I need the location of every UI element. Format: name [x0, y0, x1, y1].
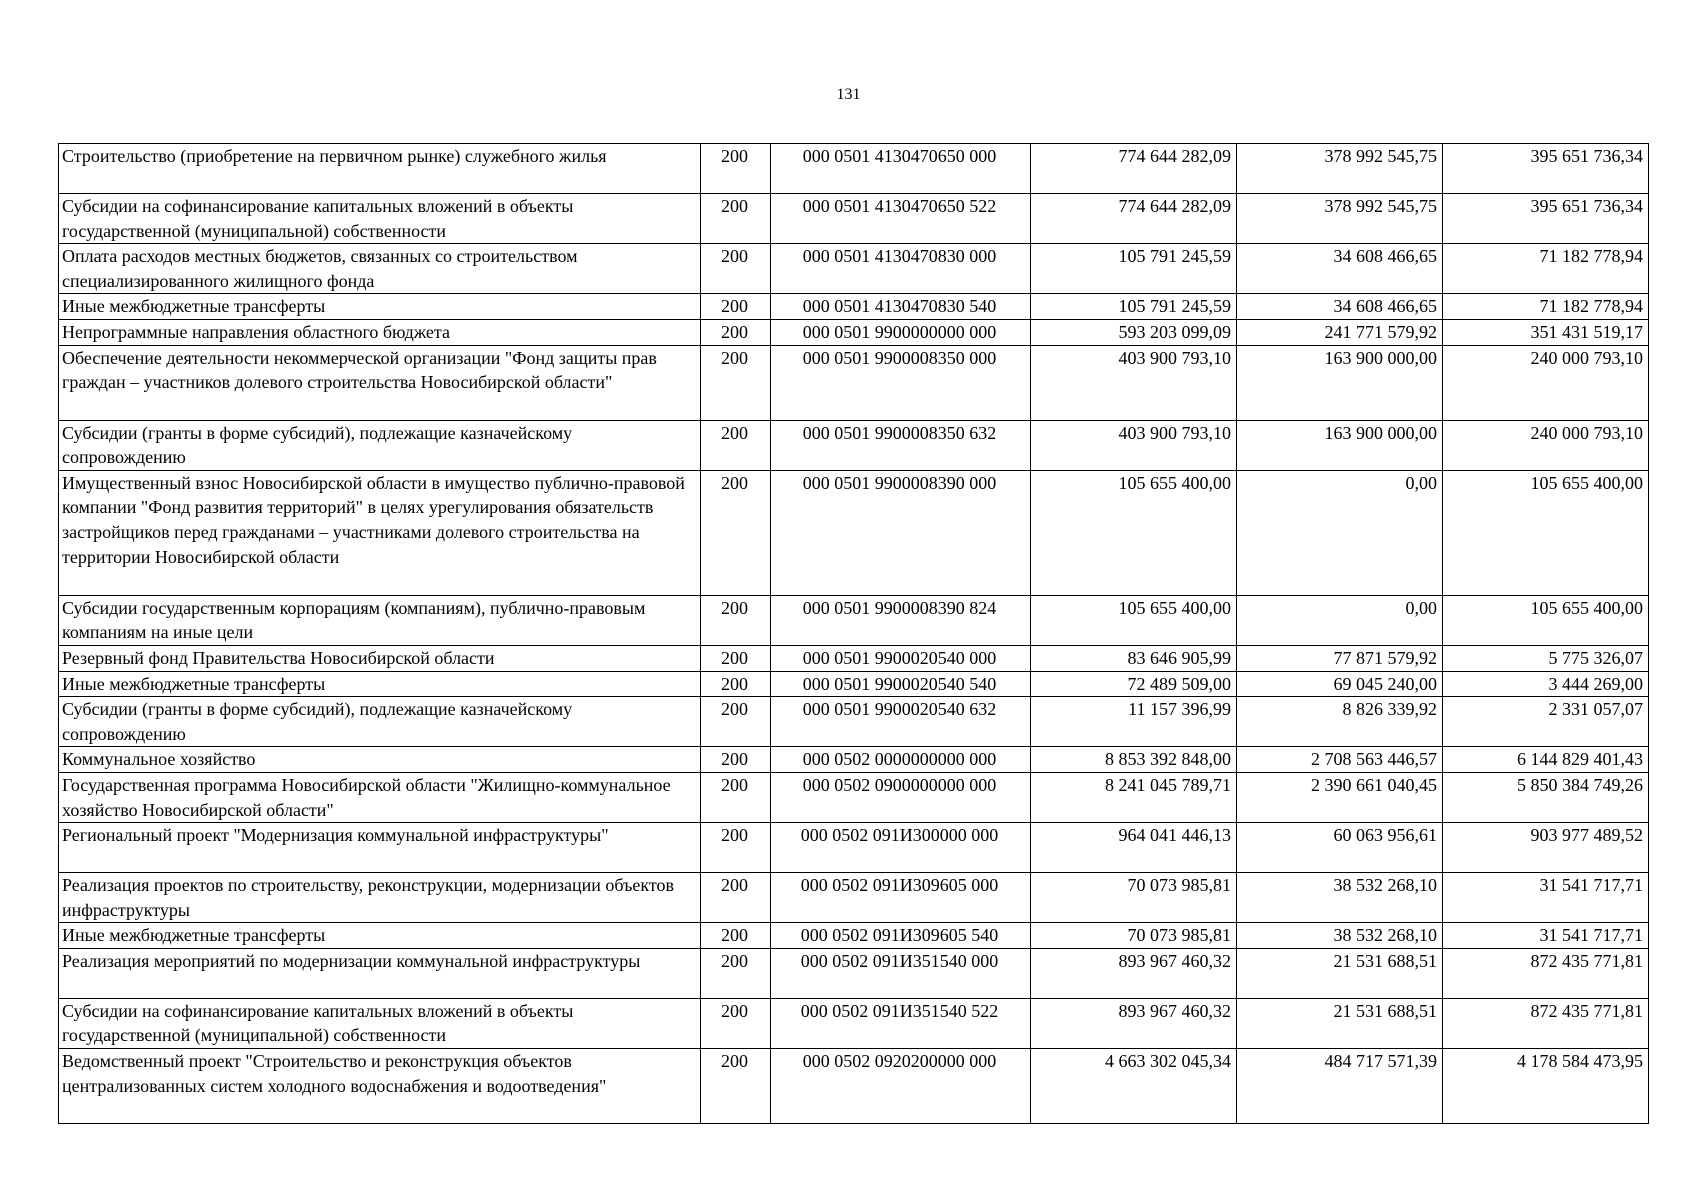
admin-code-cell: 200: [701, 747, 771, 773]
executed-amount-cell: 2 390 661 040,45: [1237, 772, 1443, 822]
remaining-amount-cell: 395 651 736,34: [1443, 144, 1649, 194]
budget-classification-code-cell: 000 0501 9900020540 540: [771, 671, 1031, 697]
expense-name-cell: Субсидии (гранты в форме субсидий), подлежащие казначейскому сопровождению: [59, 697, 701, 747]
table-row: [59, 244, 1649, 294]
remaining-amount-cell: 240 000 793,10: [1443, 420, 1649, 470]
planned-amount-cell: 83 646 905,99: [1031, 645, 1237, 671]
executed-amount-cell: 378 992 545,75: [1237, 194, 1443, 244]
admin-code-cell: 200: [701, 873, 771, 923]
expense-name-cell: Оплата расходов местных бюджетов, связанных со строительством специализированного жилищного фонда: [59, 244, 701, 294]
planned-amount-cell: 774 644 282,09: [1031, 144, 1237, 194]
remaining-amount-cell: 71 182 778,94: [1443, 244, 1649, 294]
remaining-amount-cell: 240 000 793,10: [1443, 345, 1649, 420]
budget-classification-code-cell: 000 0501 4130470650 522: [771, 194, 1031, 244]
budget-classification-code-cell: 000 0501 9900008350 632: [771, 420, 1031, 470]
budget-classification-code-cell: 000 0501 9900008390 000: [771, 470, 1031, 595]
budget-classification-code-cell: 000 0502 0920200000 000: [771, 1049, 1031, 1124]
table-row: [59, 697, 1649, 747]
planned-amount-cell: 4 663 302 045,34: [1031, 1049, 1237, 1124]
planned-amount-cell: 105 655 400,00: [1031, 595, 1237, 645]
executed-amount-cell: 34 608 466,65: [1237, 294, 1443, 320]
budget-classification-code-cell: 000 0501 4130470830 000: [771, 244, 1031, 294]
executed-amount-cell: 60 063 956,61: [1237, 823, 1443, 873]
admin-code-cell: 200: [701, 998, 771, 1048]
planned-amount-cell: 403 900 793,10: [1031, 420, 1237, 470]
admin-code-cell: 200: [701, 595, 771, 645]
executed-amount-cell: 163 900 000,00: [1237, 420, 1443, 470]
planned-amount-cell: 105 655 400,00: [1031, 470, 1237, 595]
executed-amount-cell: 2 708 563 446,57: [1237, 747, 1443, 773]
planned-amount-cell: 893 967 460,32: [1031, 948, 1237, 998]
admin-code-cell: 200: [701, 420, 771, 470]
planned-amount-cell: 72 489 509,00: [1031, 671, 1237, 697]
expense-name-cell: Субсидии государственным корпорациям (компаниям), публично-правовым компаниям на иные цели: [59, 595, 701, 645]
planned-amount-cell: 593 203 099,09: [1031, 319, 1237, 345]
remaining-amount-cell: 872 435 771,81: [1443, 948, 1649, 998]
table-row: [59, 1049, 1649, 1124]
remaining-amount-cell: 5 850 384 749,26: [1443, 772, 1649, 822]
budget-table: [58, 143, 1649, 1124]
table-row: [59, 595, 1649, 645]
table-row: [59, 645, 1649, 671]
expense-name-cell: Обеспечение деятельности некоммерческой организации "Фонд защиты прав граждан – участников долевого строительства Новосибирской области": [59, 345, 701, 420]
expense-name-cell: Реализация мероприятий по модернизации коммунальной инфраструктуры: [59, 948, 701, 998]
remaining-amount-cell: 105 655 400,00: [1443, 470, 1649, 595]
table-row: [59, 671, 1649, 697]
budget-classification-code-cell: 000 0502 091И351540 522: [771, 998, 1031, 1048]
executed-amount-cell: 38 532 268,10: [1237, 923, 1443, 949]
executed-amount-cell: 77 871 579,92: [1237, 645, 1443, 671]
admin-code-cell: 200: [701, 470, 771, 595]
budget-classification-code-cell: 000 0501 9900008350 000: [771, 345, 1031, 420]
expense-name-cell: Иные межбюджетные трансферты: [59, 671, 701, 697]
table-row: [59, 345, 1649, 420]
table-row: [59, 923, 1649, 949]
expense-name-cell: Иные межбюджетные трансферты: [59, 923, 701, 949]
remaining-amount-cell: 105 655 400,00: [1443, 595, 1649, 645]
remaining-amount-cell: 71 182 778,94: [1443, 294, 1649, 320]
table-row: [59, 948, 1649, 998]
expense-name-cell: Субсидии на софинансирование капитальных вложений в объекты государственной (муниципальной) собственности: [59, 194, 701, 244]
budget-classification-code-cell: 000 0502 091И351540 000: [771, 948, 1031, 998]
expense-name-cell: Непрограммные направления областного бюджета: [59, 319, 701, 345]
admin-code-cell: 200: [701, 319, 771, 345]
budget-classification-code-cell: 000 0501 9900020540 632: [771, 697, 1031, 747]
expense-name-cell: Иные межбюджетные трансферты: [59, 294, 701, 320]
admin-code-cell: 200: [701, 923, 771, 949]
page-number: 131: [836, 86, 861, 103]
expense-name-cell: Субсидии на софинансирование капитальных вложений в объекты государственной (муниципальной) собственности: [59, 998, 701, 1048]
remaining-amount-cell: 395 651 736,34: [1443, 194, 1649, 244]
planned-amount-cell: 964 041 446,13: [1031, 823, 1237, 873]
remaining-amount-cell: 31 541 717,71: [1443, 923, 1649, 949]
executed-amount-cell: 0,00: [1237, 470, 1443, 595]
planned-amount-cell: 8 853 392 848,00: [1031, 747, 1237, 773]
expense-name-cell: Имущественный взнос Новосибирской области в имущество публично-правовой компании "Фонд развития территорий" в целях урегулирования обязательств застройщиков перед гражданами – участниками долевого строительства на территории Новосибирской области: [59, 470, 701, 595]
executed-amount-cell: 38 532 268,10: [1237, 873, 1443, 923]
table-row: [59, 998, 1649, 1048]
budget-classification-code-cell: 000 0502 091И300000 000: [771, 823, 1031, 873]
planned-amount-cell: 774 644 282,09: [1031, 194, 1237, 244]
admin-code-cell: 200: [701, 244, 771, 294]
remaining-amount-cell: 31 541 717,71: [1443, 873, 1649, 923]
executed-amount-cell: 0,00: [1237, 595, 1443, 645]
budget-classification-code-cell: 000 0501 4130470650 000: [771, 144, 1031, 194]
admin-code-cell: 200: [701, 294, 771, 320]
admin-code-cell: 200: [701, 345, 771, 420]
planned-amount-cell: 403 900 793,10: [1031, 345, 1237, 420]
executed-amount-cell: 8 826 339,92: [1237, 697, 1443, 747]
executed-amount-cell: 34 608 466,65: [1237, 244, 1443, 294]
admin-code-cell: 200: [701, 1049, 771, 1124]
admin-code-cell: 200: [701, 772, 771, 822]
executed-amount-cell: 241 771 579,92: [1237, 319, 1443, 345]
expense-name-cell: Ведомственный проект "Строительство и реконструкция объектов централизованных систем холодного водоснабжения и водоотведения": [59, 1049, 701, 1124]
budget-table-body: [59, 144, 1649, 1124]
table-row: [59, 873, 1649, 923]
expense-name-cell: Резервный фонд Правительства Новосибирской области: [59, 645, 701, 671]
budget-classification-code-cell: 000 0501 9900008390 824: [771, 595, 1031, 645]
executed-amount-cell: 21 531 688,51: [1237, 948, 1443, 998]
table-row: [59, 319, 1649, 345]
executed-amount-cell: 21 531 688,51: [1237, 998, 1443, 1048]
remaining-amount-cell: 5 775 326,07: [1443, 645, 1649, 671]
executed-amount-cell: 378 992 545,75: [1237, 144, 1443, 194]
planned-amount-cell: 70 073 985,81: [1031, 873, 1237, 923]
executed-amount-cell: 484 717 571,39: [1237, 1049, 1443, 1124]
table-row: [59, 747, 1649, 773]
expense-name-cell: Строительство (приобретение на первичном рынке) служебного жилья: [59, 144, 701, 194]
budget-classification-code-cell: 000 0501 4130470830 540: [771, 294, 1031, 320]
expense-name-cell: Коммунальное хозяйство: [59, 747, 701, 773]
remaining-amount-cell: 351 431 519,17: [1443, 319, 1649, 345]
planned-amount-cell: 105 791 245,59: [1031, 244, 1237, 294]
executed-amount-cell: 69 045 240,00: [1237, 671, 1443, 697]
expense-name-cell: Реализация проектов по строительству, реконструкции, модернизации объектов инфраструктуры: [59, 873, 701, 923]
planned-amount-cell: 70 073 985,81: [1031, 923, 1237, 949]
admin-code-cell: 200: [701, 671, 771, 697]
budget-classification-code-cell: 000 0502 0900000000 000: [771, 772, 1031, 822]
planned-amount-cell: 11 157 396,99: [1031, 697, 1237, 747]
admin-code-cell: 200: [701, 948, 771, 998]
expense-name-cell: Региональный проект "Модернизация коммунальной инфраструктуры": [59, 823, 701, 873]
remaining-amount-cell: 4 178 584 473,95: [1443, 1049, 1649, 1124]
budget-classification-code-cell: 000 0502 0000000000 000: [771, 747, 1031, 773]
planned-amount-cell: 105 791 245,59: [1031, 294, 1237, 320]
table-row: [59, 144, 1649, 194]
budget-classification-code-cell: 000 0501 9900020540 000: [771, 645, 1031, 671]
budget-classification-code-cell: 000 0502 091И309605 000: [771, 873, 1031, 923]
table-row: [59, 194, 1649, 244]
admin-code-cell: 200: [701, 697, 771, 747]
budget-classification-code-cell: 000 0501 9900000000 000: [771, 319, 1031, 345]
expense-name-cell: Государственная программа Новосибирской области "Жилищно-коммунальное хозяйство Новосибирской области": [59, 772, 701, 822]
table-row: [59, 823, 1649, 873]
admin-code-cell: 200: [701, 823, 771, 873]
budget-classification-code-cell: 000 0502 091И309605 540: [771, 923, 1031, 949]
remaining-amount-cell: 2 331 057,07: [1443, 697, 1649, 747]
executed-amount-cell: 163 900 000,00: [1237, 345, 1443, 420]
table-row: [59, 294, 1649, 320]
remaining-amount-cell: 6 144 829 401,43: [1443, 747, 1649, 773]
remaining-amount-cell: 872 435 771,81: [1443, 998, 1649, 1048]
planned-amount-cell: 8 241 045 789,71: [1031, 772, 1237, 822]
expense-name-cell: Субсидии (гранты в форме субсидий), подлежащие казначейскому сопровождению: [59, 420, 701, 470]
admin-code-cell: 200: [701, 194, 771, 244]
remaining-amount-cell: 3 444 269,00: [1443, 671, 1649, 697]
table-row: [59, 420, 1649, 470]
table-row: [59, 470, 1649, 595]
admin-code-cell: 200: [701, 645, 771, 671]
admin-code-cell: 200: [701, 144, 771, 194]
remaining-amount-cell: 903 977 489,52: [1443, 823, 1649, 873]
planned-amount-cell: 893 967 460,32: [1031, 998, 1237, 1048]
table-row: [59, 772, 1649, 822]
